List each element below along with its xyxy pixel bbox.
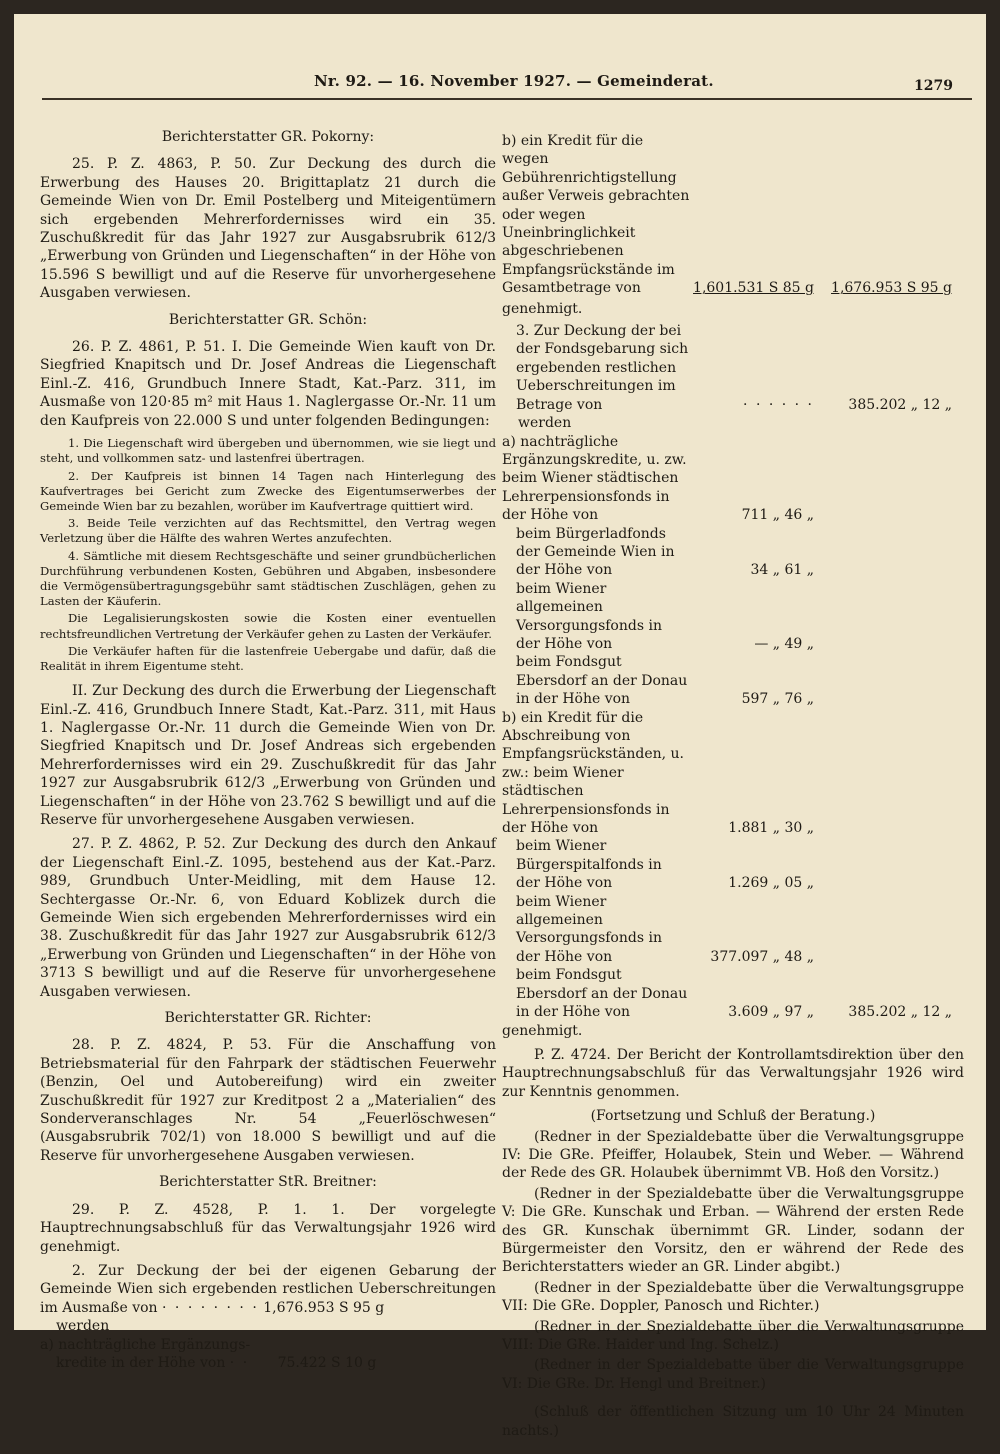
condition-6: Die Verkäufer haften für die lastenfreie Uebergabe und dafür, daß die Realität in ihrem Eigentume steht. (40, 643, 496, 673)
ledger-row-3 (502, 322, 964, 414)
ledger-row-b2-4 (502, 966, 964, 1021)
right-column (502, 114, 964, 1454)
ledger-text: a) nachträgliche Ergänzungskredite, u. zw. beim Wiener städtischen Lehrerpensionsfonds in der Höhe von (502, 433, 687, 524)
speaker-heading: Berichterstatter StR. Breitner: (159, 1174, 377, 1191)
ledger-genehmigt: genehmigt. (502, 1022, 583, 1039)
item-29-point-2-value: 1,676.953 S 95 g (263, 1299, 385, 1316)
item-27: 27. P. Z. 4862, P. 52. Zur Deckung des durch den Ankauf der Liegenschaft Einl.-Z. 1095, bestehend aus der Kat.-Parz. 989, Grundbuch Unter-Meidling, mit dem Hause 12. Sechtergasse Or.-Nr. 6, von Eduard Koblizek durch die Gemeinde Wien sich ergebenden Mehrerfordernisses wird ein 38. Zuschußkredit für das Jahr 1927 zur Ausgabsrubrik 612/3 „Erwerbung von Gründen und Liegenschaften“ in der Höhe von 3713 S bewilligt und auf die Reserve für unvorhergesehene Ausgaben verwiesen. (40, 836, 496, 1000)
item-29-point-2-text: 2. Zur Deckung der bei der eigenen Gebarung der Gemeinde Wien sich ergebenden restlichen Ueberschreitungen im Ausmaße von (40, 1262, 496, 1316)
page-header (14, 14, 986, 114)
ledger-text: beim Wiener allgemeinen Versorgungsfonds in der Höhe von (516, 893, 662, 965)
ledger-value-1: 34 „ 61 „ (750, 562, 814, 579)
ledger-row-a2 (502, 525, 964, 580)
item-29-werden: werden (56, 1318, 110, 1335)
ledger-text: beim Fondsgut Ebersdorf an der Donau in der Höhe von (516, 654, 688, 708)
item-29-point-2 (40, 1262, 496, 1317)
ledger-text: b) ein Kredit für die wegen Gebührenrichtigstellung außer Verweis gebrachten oder wegen Uneinbringlichkeit abgeschriebenen Empfangsrückstände im Gesamtbetrage von (502, 133, 690, 297)
ledger-row-a1 (502, 433, 964, 525)
page-number: 1279 (914, 78, 953, 94)
ledger-value-1: 1.881 „ 30 „ (728, 820, 814, 837)
ledger-row-a4 (502, 653, 964, 708)
condition-1: 1. Die Liegenschaft wird übergeben und übernommen, wie sie liegt und steht, und vollkommen satz- und lastenfrei übertragen. (40, 436, 496, 466)
speakers-note-1: (Redner in der Spezialdebatte über die Verwaltungsgruppe IV: Die GRe. Pfeiffer, Holaubek, Stein und Weber. — Während der Rede des GR. Holaubek übernimmt VB. Hoß den Vorsitz.) (502, 1128, 964, 1182)
ledger-werden: werden (518, 415, 572, 432)
item-29-a-label: kredite in der Höhe von (56, 1354, 226, 1371)
speakers-note-2: (Redner in der Spezialdebatte über die Verwaltungsgruppe V: Die GRe. Kunschak und Erban. — Während der ersten Rede des GR. Kunschak übernimmt GR. Linder, sodann der Bürgermeister den Vorsitz, den er während der Rede des Berichterstatters wieder an GR. Linder abgibt.) (502, 1185, 964, 1276)
ledger-value-1: 3.609 „ 97 „ (728, 1004, 814, 1021)
ledger-row-b2-1 (502, 709, 964, 838)
ledger-value-2: 385.202 „ 12 „ (848, 396, 952, 413)
header-rule (42, 98, 972, 100)
ledger-value-1: 1.269 „ 05 „ (728, 875, 814, 892)
end-rule (682, 1452, 762, 1454)
ledger-text: beim Wiener Bürgerspitalfonds in der Höhe von (516, 838, 662, 892)
ledger-text: 3. Zur Deckung der bei der Fondsgebarung sich ergebenden restlichen Ueberschreitungen im Betrage von (516, 323, 689, 413)
ledger-text: b) ein Kredit für die Abschreibung von Empfangsrückständen, u. zw.: beim Wiener städtischen Lehrerpensionsfonds in der Höhe von (502, 709, 684, 837)
ledger-value-2: 1,676.953 S 95 g (831, 280, 952, 297)
item-29-a-line2 (40, 1354, 496, 1372)
ledger-row-a3 (502, 580, 964, 654)
ledger-value-1: 377.097 „ 48 „ (710, 948, 814, 965)
item-29: 29. P. Z. 4528, P. 1. 1. Der vorgelegte Hauptrechnungsabschluß für das Verwaltungsjahr 1926 wird genehmigt. (40, 1201, 496, 1255)
speakers-note-5: (Redner in der Spezialdebatte über die Verwaltungsgruppe VI: Die GRe. Dr. Hengl und Breitner.) (502, 1357, 964, 1392)
ledger-row-b2-3 (502, 893, 964, 967)
ledger-text: beim Bürgerladfonds der Gemeinde Wien in der Höhe von (516, 525, 675, 579)
condition-2: 2. Der Kaufpreis ist binnen 14 Tagen nach Hinterlegung des Kaufvertrages bei Gericht zum Zwecke des Eigentumserwerbes der Gemeinde Wien bar zu bezahlen, worüber im Kaufvertrage quittiert wird. (40, 468, 496, 513)
ledger-text: beim Fondsgut Ebersdorf an der Donau in der Höhe von (516, 967, 688, 1021)
left-column (40, 114, 496, 1372)
item-29-a-line1: a) nachträgliche Ergänzungs- (40, 1336, 251, 1353)
session-note: (Fortsetzung und Schluß der Beratung.) (590, 1108, 876, 1125)
speaker-heading: Berichterstatter GR. Pokorny: (161, 129, 375, 145)
ledger-row-b2-2 (502, 837, 964, 892)
page-sheet (14, 14, 986, 1439)
item-pz-4724: P. Z. 4724. Der Bericht der Kontrollamtsdirektion über den Hauptrechnungsabschluß für das Verwaltungsjahr 1926 wird zur Kenntnis genommen. (502, 1046, 964, 1100)
ledger-value-1: 711 „ 46 „ (741, 507, 814, 524)
item-26-part-2: II. Zur Deckung des durch die Erwerbung der Liegenschaft Einl.-Z. 416, Grundbuch Innere Stadt, Kat.-Parz. 311, mit Haus 1. Naglergasse Or.-Nr. 11 durch die Gemeinde Wien von Dr. Siegfried Knapitsch und Dr. Josef Andreas sich ergebenden Mehrerfordernisses wird ein 29. Zuschußkredit für das Jahr 1927 zur Ausgabsrubrik 612/3 „Erwerbung von Gründen und Liegenschaften“ in der Höhe von 23.762 S bewilligt und auf die Reserve für unvorhergesehene Ausgaben verwiesen. (40, 683, 496, 828)
ledger-value-1: — „ 49 „ (754, 635, 814, 652)
header-title: Nr. 92. — 16. November 1927. — Gemeinderat. (314, 72, 714, 90)
item-26: 26. P. Z. 4861, P. 51. I. Die Gemeinde Wien kauft von Dr. Siegfried Knapitsch und Dr. Josef Andreas die Liegenschaft Einl.-Z. 416, Grundbuch Innere Stadt, Kat.-Parz. 311, im Ausmaße von 120·85 m² mit Haus 1. Naglergasse Or.-Nr. 11 um den Kaufpreis von 22.000 S und unter folgenden Bedingungen: (40, 339, 496, 429)
leader-dots: · · · · · · (743, 396, 814, 413)
condition-5: Die Legalisierungskosten sowie die Kosten einer eventuellen rechtsfreundlichen Vertretung der Verkäufer gehen zu Lasten der Verkäufer. (40, 611, 496, 641)
condition-3: 3. Beide Teile verzichten auf das Rechtsmittel, den Vertrag wegen Verletzung über die Hälfte des wahren Wertes anzufechten. (40, 516, 496, 546)
speakers-note-4: (Redner in der Spezialdebatte über die Verwaltungsgruppe VIII: Die GRe. Haider und Ing. Schelz.) (502, 1318, 964, 1353)
speaker-heading: Berichterstatter GR. Schön: (168, 311, 368, 328)
session-close: (Schluß der öffentlichen Sitzung um 10 Uhr 24 Minuten nachts.) (502, 1404, 964, 1439)
item-25: 25. P. Z. 4863, P. 50. Zur Deckung des durch die Erwerbung des Hauses 20. Brigittaplatz 21 durch die Gemeinde Wien von Dr. Emil Postelberg und Miteigentümern sich ergebenden Mehrerfordernisses wird ein 35. Zuschußkredit für das Jahr 1927 zur Ausgabsrubrik 612/3 „Erwerbung von Gründen und Liegenschaften“ in der Höhe von 15.596 S bewilligt und auf die Reserve für unvorhergesehene Ausgaben verwiesen. (40, 156, 496, 302)
speakers-note-3: (Redner in der Spezialdebatte über die Verwaltungsgruppe VII: Die GRe. Doppler, Panosch und Richter.) (502, 1279, 964, 1315)
ledger-row-b (502, 132, 964, 298)
leader-dots: · · (229, 1354, 256, 1371)
ledger-text: beim Wiener allgemeinen Versorgungsfonds in der Höhe von (516, 580, 662, 652)
ledger-value-2: 385.202 „ 12 „ (848, 1004, 952, 1021)
ledger-value-1: 1,601.531 S 85 g (693, 280, 814, 297)
ledger-genehmigt: genehmigt. (502, 300, 583, 317)
item-29-a-value: 75.422 S 10 g (277, 1354, 377, 1371)
leader-dots: · · · · · · · · (162, 1299, 259, 1316)
condition-4: 4. Sämtliche mit diesem Rechtsgeschäfte und seiner grundbücherlichen Durchführung verbundenen Kosten, Gebühren und Abgaben, insbesondere die Vermögensübertragungsgebühr samt städtischen Zuschlägen, gehen zu Lasten der Käuferin. (40, 548, 496, 609)
speaker-heading: Berichterstatter GR. Richter: (164, 1010, 372, 1027)
ledger-value-1: 597 „ 76 „ (741, 691, 814, 708)
item-28: 28. P. Z. 4824, P. 53. Für die Anschaffung von Betriebsmaterial für den Fahrpark der städtischen Feuerwehr (Benzin, Oel und Autobereifung) wird ein zweiter Zuschußkredit für 1927 zur Kreditpost 2 a „Materialien“ des Sonderveranschlages Nr. 54 „Feuerlöschwesen“ (Ausgabsrubrik 702/1) von 18.000 S bewilligt und auf die Reserve für unvorhergesehene Ausgaben verwiesen. (40, 1037, 496, 1164)
